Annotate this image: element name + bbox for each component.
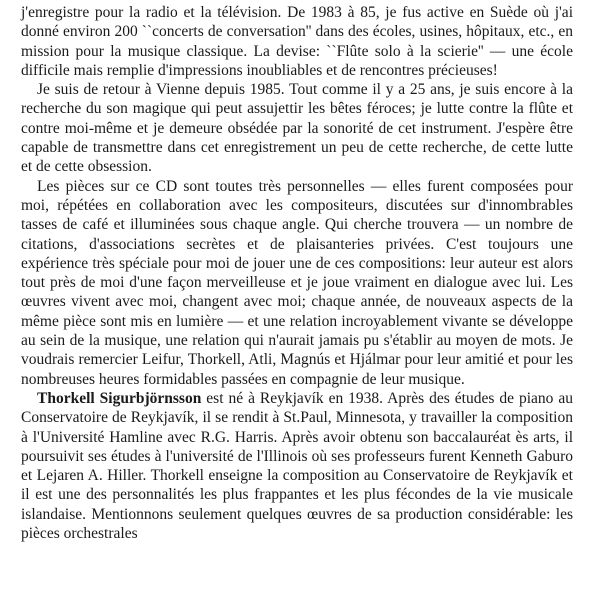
paragraph-intro: j'enregistre pour la radio et la télévision. De 1983 à 85, je fus active en Suède où j'ai donné environ 200 ``concerts de conversation'' dans des écoles, usines, hôpitaux, etc., en mission pour la musique classique. La devise: ``Flûte solo à la scierie'' — une école difficile mais remplie d'impressions inoubliables et de rencontres précieuses! — [21, 4, 573, 79]
paragraph-vienna: Je suis de retour à Vienne depuis 1985. Tout comme il y a 25 ans, je suis encore à la recherche du son magique qui peut assujettir les bêtes féroces; je lutte contre la flûte et contre moi-même et je demeure obsédée par la sonorité de cet instrument. J'espère être capable de transmettre dans cet enregistrement un peu de cette recherche, de cette lutte et de cette obsession. — [21, 81, 573, 176]
paragraph-cd-pieces: Les pièces sur ce CD sont toutes très personnelles — elles furent composées pour moi, répétées en collaboration avec les compositeurs, discutées sur d'innombrables tasses de café et illuminées sous chaque angle. Qui cherche trouvera — un nombre de citations, d'associations secrètes et de plaisanteries privées. C'est toujours une expérience très spéciale pour moi de jouer une de ces compositions: leur auteur est alors tout près de moi d'une façon merveilleuse et je joue vraiment en dialogue avec lui. Les œuvres vivent avec moi, changent avec moi; chaque année, de nouveaux aspects de la même pièce sont mis en lumière — et une relation incroyablement vivante se développe au sein de la musique, une relation qui n'aurait jamais pu s'établir au moyen de mots. Je voudrais remercier Leifur, Thorkell, Atli, Magnús et Hjálmar pour leur amitié et pour les nombreuses heures formidables passées en compagnie de leur musique. — [21, 177, 573, 388]
document-page — [21, 3, 573, 543]
composer-bio-text: est né à Reykjavík en 1938. Après des études de piano au Conservatoire de Reykjavík, il se rendit à St.Paul, Minnesota, y travailler la composition à l'Université Hamline avec R.G. Harris. Après avoir obtenu son baccalauréat ès arts, il poursuivit ses études à l'université de l'Illinois où ses professeurs furent Kenneth Gaburo et Lejaren A. Hiller. Thorkell enseigne la composition au Conservatoire de Reykjavík et il est une des personnalités les plus frappantes et les plus fécondes de la vie musicale islandaise. Mentionnons seulement quelques œuvres de sa production considérable: les pièces orchestrales — [21, 389, 573, 543]
composer-name: Thorkell Sigurbjörnsson — [37, 389, 202, 407]
paragraph-thorkell-bio — [21, 389, 573, 543]
